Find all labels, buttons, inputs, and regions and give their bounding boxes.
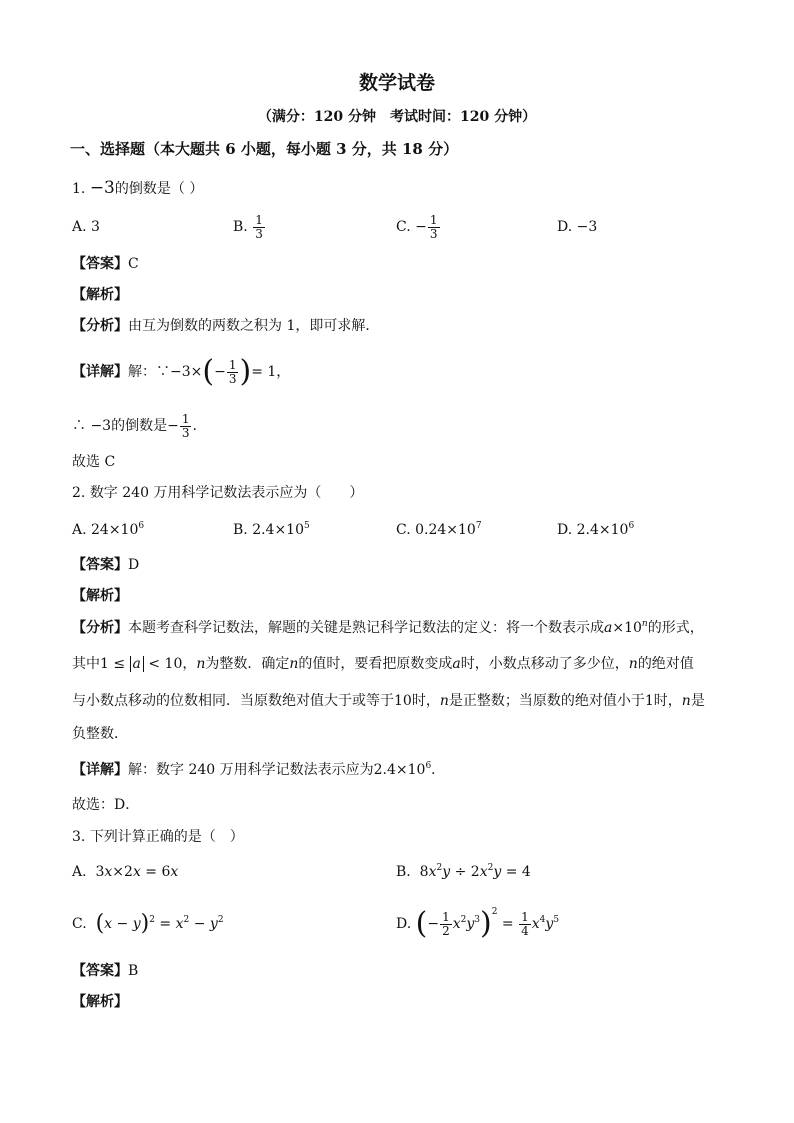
exponent: 6: [628, 521, 635, 531]
right-paren: ): [239, 354, 252, 389]
q1-option-a: A. 3: [72, 219, 100, 235]
section-heading: 一、选择题（本大题共 6 小题，每小题 3 分，共 18 分）: [70, 140, 459, 158]
fenxi-label: 【分析】: [72, 318, 128, 334]
minus-sign: −: [415, 219, 427, 235]
fenxi-text: 的绝对值: [637, 656, 694, 672]
math-var: a: [452, 656, 461, 672]
page-title: 数学试卷: [358, 72, 435, 94]
math-text: 1 ≤: [100, 656, 126, 672]
exponent: 6: [425, 761, 432, 771]
option-label: B.: [396, 864, 411, 880]
math-text: 10: [394, 693, 412, 709]
fraction-denominator: 3: [181, 425, 190, 440]
q1-option-b: [233, 209, 266, 245]
q3-option-d: D. (− $\frac{1}{2}$ $x^2y^3)^2$ = $\frac{1}{4}$ $x^4y^5$: [396, 906, 560, 941]
q3-analysis-label: 【解析】: [72, 994, 128, 1010]
minus-sign: −: [167, 418, 179, 434]
fraction: [253, 214, 265, 241]
fenxi-text: 的值时，要看把原数变成: [298, 656, 453, 672]
therefore-end: .: [192, 418, 197, 434]
q1-analysis-label: 【解析】: [72, 287, 128, 303]
q1-option-c: [396, 209, 441, 245]
fenxi-text: 本题考查科学记数法，解题的关键是熟记科学记数法的定义：将一个数表示成: [128, 620, 604, 636]
option-label: B.: [233, 219, 248, 235]
math-var: n: [289, 656, 299, 672]
question-number: 2.: [72, 485, 86, 501]
math-var: n: [628, 656, 638, 672]
detail-label: 【详解】: [72, 364, 128, 380]
therefore-text: ∴ −3: [72, 418, 112, 434]
exponent: 3: [474, 915, 481, 925]
q2-detail: [72, 760, 445, 780]
math-text: 2.4×10: [373, 762, 426, 778]
q3-answer: [72, 961, 138, 981]
math-var: n: [439, 693, 449, 709]
detail-equation: −3×: [170, 364, 203, 380]
detail-label: 【详解】: [72, 762, 128, 778]
q1-therefore: [72, 408, 197, 444]
math-var: n: [196, 656, 206, 672]
q3-option-b: B. $8x^2y \div 2x^2y = 4$: [396, 863, 531, 880]
q1-answer: [72, 254, 139, 274]
q2-fenxi-line3: [72, 691, 705, 711]
math-text: 1: [644, 693, 654, 709]
q2-option-d: [557, 520, 634, 540]
fenxi-text: ，: [182, 656, 197, 672]
exponent: 2: [460, 915, 467, 925]
absolute-value: a: [130, 656, 144, 672]
fenxi-text: 由互为倒数的两数之积为 1，即可求解．: [128, 318, 380, 334]
fenxi-text: 为整数．确定: [205, 656, 290, 672]
question-2-stem: [72, 483, 363, 503]
detail-equation-end: = 1，: [251, 364, 291, 380]
fenxi-text: 是: [690, 693, 705, 709]
fraction-numerator: 1: [442, 909, 450, 924]
fenxi-label: 【分析】: [72, 620, 128, 636]
minus-sign: −: [214, 364, 226, 380]
fraction-denominator: 2: [442, 923, 450, 938]
question-text: 数字 240 万用科学记数法表示应为（ ）: [89, 485, 364, 501]
exponent: 2: [149, 915, 155, 925]
exponent: 5: [304, 521, 310, 531]
q1-detail: [72, 352, 290, 392]
answer-value: B: [128, 963, 139, 979]
fenxi-text: 时，: [653, 693, 682, 709]
q1-fenxi: [72, 316, 379, 336]
detail-text: 解：数字 240 万用科学记数法表示应为: [128, 762, 374, 778]
left-paren: (: [202, 354, 215, 389]
q2-option-a: [72, 520, 144, 540]
detail-text: 解：∵: [128, 364, 170, 380]
fenxi-text: 与小数点移动的位数相同．当原数绝对值大于或等于: [72, 693, 394, 709]
exponent: 2: [487, 863, 494, 873]
q2-analysis-label: 【解析】: [72, 588, 128, 604]
math-value: −3: [89, 178, 115, 198]
q3-option-c: C. $(x - y)^2 = x^2 - y^2$: [72, 911, 224, 936]
exponent: n: [641, 619, 648, 629]
q3-option-a: A. 3x×2x = 6x: [72, 864, 179, 880]
q1-choose: 故选 C: [72, 454, 116, 470]
option-text: B. 2.4×10: [233, 522, 304, 538]
q2-choose: 故选：D．: [72, 797, 140, 813]
question-number: 1.: [72, 181, 86, 197]
answer-value: D: [128, 557, 140, 573]
q1-option-d: D. −3: [557, 219, 598, 235]
fenxi-text: 的形式，: [647, 620, 704, 636]
question-text: 的倒数是（ ）: [114, 181, 204, 197]
q2-option-b: [233, 520, 310, 540]
answer-label: 【答案】: [72, 256, 128, 272]
question-number: 3.: [72, 829, 86, 845]
math-text: < 10: [148, 656, 183, 672]
question-1-stem: [72, 178, 203, 199]
fraction: [180, 413, 192, 440]
answer-value: C: [128, 256, 139, 272]
fraction-denominator: 3: [255, 226, 263, 241]
fraction-denominator: 3: [429, 226, 438, 241]
exponent: 2: [491, 907, 498, 917]
option-label: C.: [72, 916, 87, 932]
fenxi-text: 时，小数点移动了多少位，: [460, 656, 629, 672]
exponent: 4: [539, 915, 546, 925]
answer-label: 【答案】: [72, 557, 128, 573]
page-subtitle: （满分：120 分钟 考试时间：120 分钟）: [257, 109, 537, 125]
fraction-numerator: 1: [228, 357, 237, 372]
fraction-numerator: 1: [429, 212, 438, 227]
option-label: D.: [396, 916, 412, 932]
fenxi-text: 是正整数；当原数的绝对值小于: [448, 693, 645, 709]
fraction-denominator: 3: [228, 371, 237, 386]
q2-fenxi-line4: 负整数．: [72, 726, 128, 742]
option-label: A.: [72, 864, 87, 880]
fraction-numerator: 1: [521, 909, 529, 924]
fenxi-text: 时，: [411, 693, 440, 709]
detail-end: ．: [431, 762, 446, 778]
option-text: C. 0.24×10: [396, 522, 476, 538]
fraction: [440, 911, 452, 938]
fraction-denominator: 4: [521, 923, 529, 938]
exponent: 2: [436, 863, 443, 873]
q2-option-c: [396, 520, 482, 540]
exponent: 7: [475, 521, 482, 531]
question-text: 下列计算正确的是（ ）: [89, 829, 244, 845]
q2-fenxi-line1: [72, 618, 704, 638]
option-label: C.: [396, 219, 411, 235]
math-text: ×10: [612, 620, 642, 636]
math-var: a: [604, 620, 613, 636]
fraction: [227, 359, 239, 386]
exponent: 2: [183, 915, 190, 925]
fraction: [428, 214, 440, 241]
exponent: 6: [138, 521, 145, 531]
fraction-numerator: 1: [255, 212, 263, 227]
q2-answer: [72, 555, 139, 575]
option-text: D. 2.4×10: [557, 522, 629, 538]
question-3-stem: [72, 827, 244, 847]
fenxi-text: 其中: [72, 656, 100, 672]
math-var: n: [681, 693, 691, 709]
therefore-text: 的倒数是: [111, 418, 168, 434]
answer-label: 【答案】: [72, 963, 128, 979]
fraction-numerator: 1: [181, 411, 190, 426]
exponent: 5: [553, 915, 560, 925]
exponent: 2: [217, 915, 224, 925]
q2-fenxi-line2: [72, 654, 694, 674]
fraction: [519, 911, 531, 938]
option-text: A. 24×10: [72, 522, 139, 538]
